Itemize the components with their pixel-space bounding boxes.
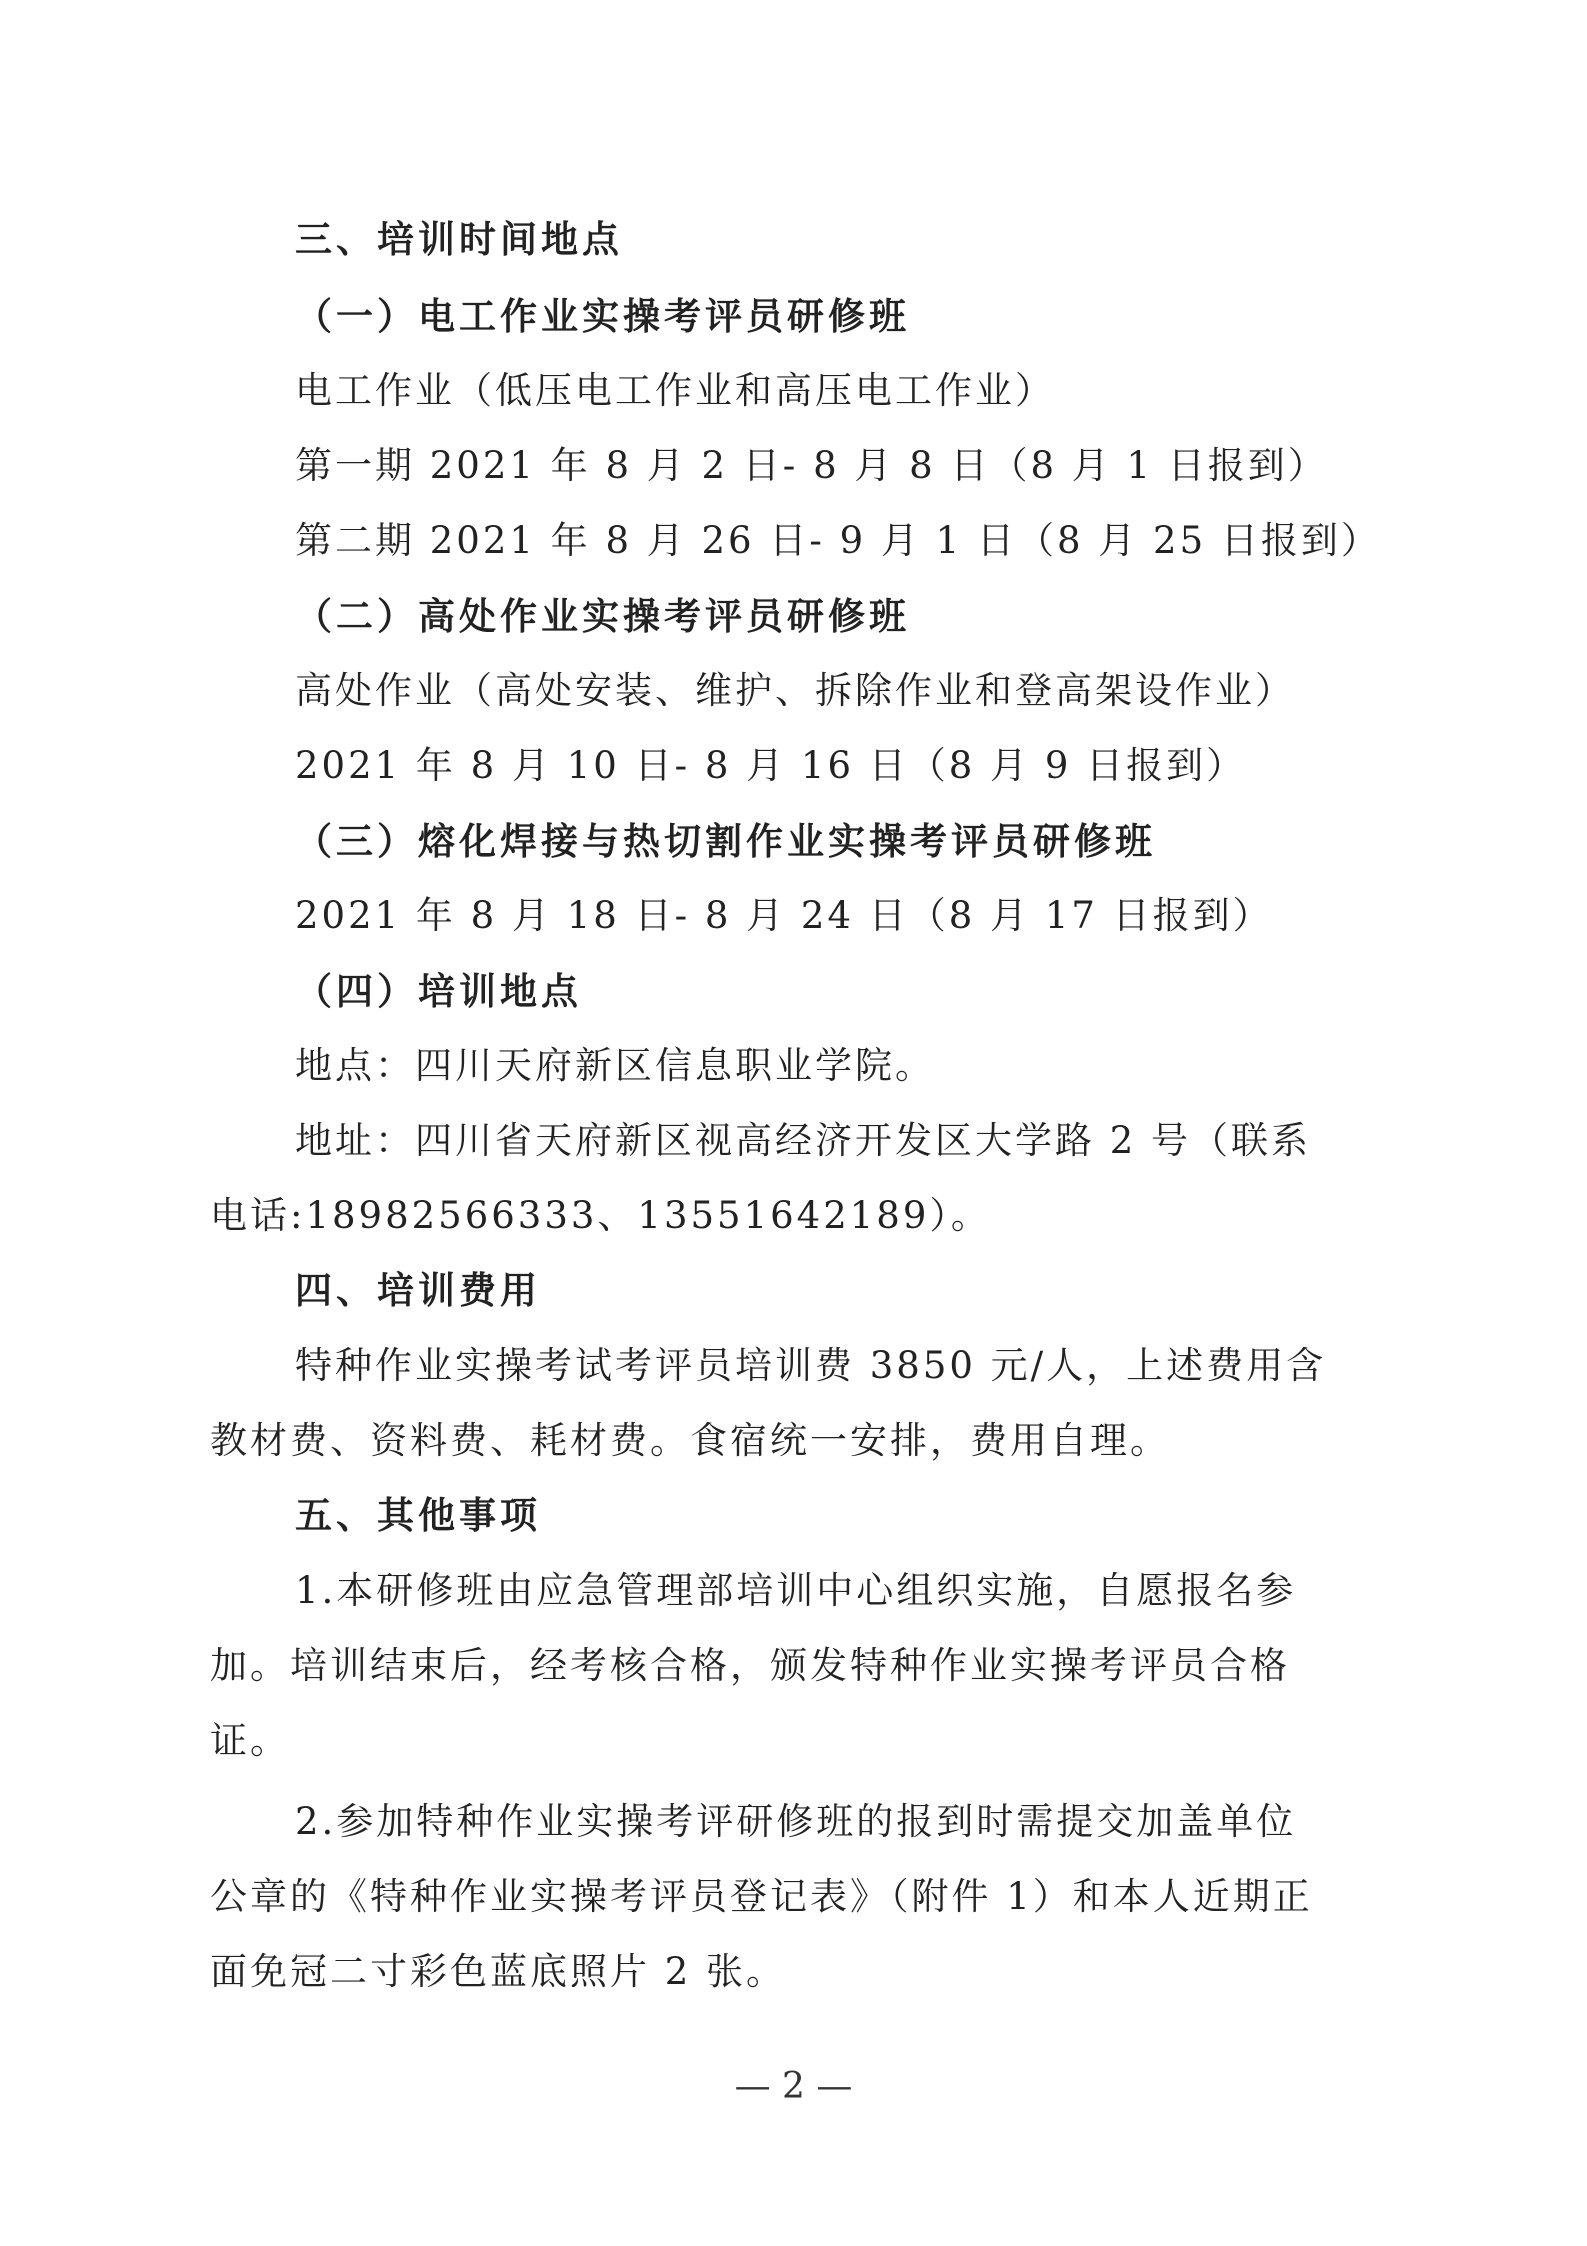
paragraph-line: 教材费、资料费、耗材费。食宿统一安排，费用自理。 bbox=[210, 1419, 1170, 1462]
paragraph-line: 第一期 2021 年 8 月 2 日- 8 月 8 日（8 月 1 日报到） bbox=[295, 444, 1328, 487]
paragraph-line: 2.参加特种作业实操考评研修班的报到时需提交加盖单位 bbox=[295, 1800, 1297, 1843]
section-4-heading: 四、培训费用 bbox=[295, 1269, 541, 1312]
paragraph-line: 2021 年 8 月 10 日- 8 月 16 日（8 月 9 日报到） bbox=[295, 744, 1247, 787]
paragraph-line: 电工作业（低压电工作业和高压电工作业） bbox=[295, 369, 1055, 412]
subsection-3-3-heading: （三）熔化焊接与热切割作业实操考评员研修班 bbox=[295, 819, 1156, 863]
paragraph-line: 地址：四川省天府新区视高经济开发区大学路 2 号（联系 bbox=[295, 1119, 1312, 1162]
paragraph-line: 地点：四川天府新区信息职业学院。 bbox=[295, 1044, 935, 1087]
paragraph-line: 面免冠二寸彩色蓝底照片 2 张。 bbox=[210, 1950, 787, 1993]
paragraph-line: 公章的《特种作业实操考评员登记表》（附件 1）和本人近期正 bbox=[210, 1875, 1313, 1918]
subsection-3-2-heading: （二）高处作业实操考评员研修班 bbox=[295, 594, 910, 638]
subsection-3-1-heading: （一）电工作业实操考评员研修班 bbox=[295, 294, 910, 338]
subsection-3-4-heading: （四）培训地点 bbox=[295, 969, 582, 1013]
paragraph-line: 电话:18982566333、13551642189）。 bbox=[210, 1194, 991, 1237]
paragraph-line: 证。 bbox=[210, 1719, 290, 1762]
section-3-heading: 三、培训时间地点 bbox=[295, 218, 623, 261]
paragraph-line: 1.本研修班由应急管理部培训中心组织实施，自愿报名参 bbox=[295, 1569, 1297, 1612]
paragraph-line: 加。培训结束后，经考核合格，颁发特种作业实操考评员合格 bbox=[210, 1644, 1290, 1687]
paragraph-line: 2021 年 8 月 18 日- 8 月 24 日（8 月 17 日报到） bbox=[295, 894, 1273, 937]
paragraph-line: 第二期 2021 年 8 月 26 日- 9 月 1 日（8 月 25 日报到） bbox=[295, 519, 1381, 562]
page-number: — 2 — bbox=[734, 2066, 853, 2107]
paragraph-line: 特种作业实操考试考评员培训费 3850 元/人，上述费用含 bbox=[295, 1344, 1327, 1387]
paragraph-line: 高处作业（高处安装、维护、拆除作业和登高架设作业） bbox=[295, 669, 1295, 712]
section-5-heading: 五、其他事项 bbox=[295, 1494, 541, 1537]
